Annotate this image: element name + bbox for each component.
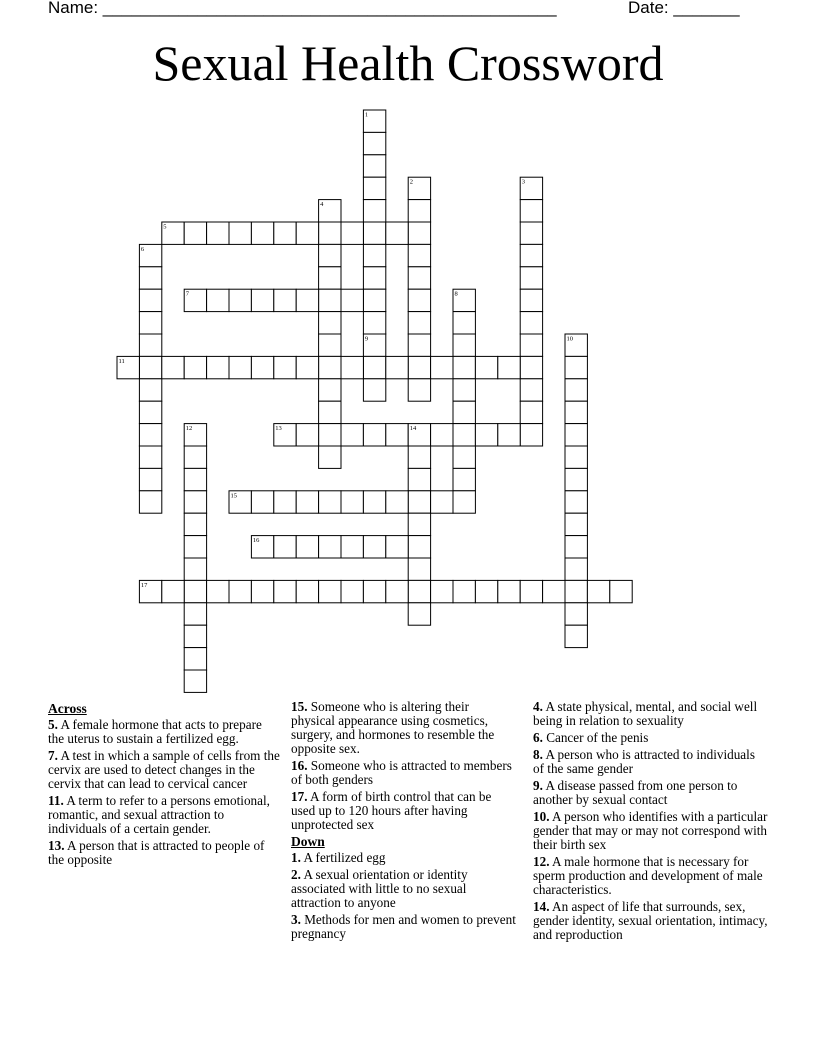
grid-cell[interactable] — [520, 401, 542, 423]
clue-across-13: 13. A person that is attracted to people of the opposite — [48, 838, 265, 867]
grid-cell[interactable] — [184, 536, 206, 558]
clue-across-7: 7. A test in which a sample of cells from the cervix are used to detect changes in the cervix that can lead to cervical cancer — [48, 748, 280, 791]
grid-cell[interactable] — [363, 177, 385, 199]
clue-number-5: 5 — [163, 223, 167, 231]
grid-cell[interactable] — [565, 536, 587, 558]
grid-cell[interactable] — [565, 558, 587, 580]
grid-cell[interactable] — [520, 200, 542, 222]
grid-cell[interactable] — [453, 312, 475, 334]
grid-cell[interactable] — [139, 312, 161, 334]
grid-cell[interactable] — [341, 491, 363, 513]
grid-cell[interactable] — [386, 491, 408, 513]
clue-across-15: 15. Someone who is altering their physical appearance using cosmetics, surgery, and hormones to resemble the opposite sex. — [291, 699, 495, 756]
grid-cell[interactable] — [296, 424, 318, 446]
clue-down-3: 3. Methods for men and women to prevent pregnancy — [291, 912, 516, 941]
grid-cell[interactable] — [184, 670, 206, 692]
grid-cell[interactable] — [363, 356, 385, 378]
grid-cell[interactable] — [139, 446, 161, 468]
grid-cell[interactable] — [431, 356, 453, 378]
grid-cell[interactable] — [520, 356, 542, 378]
clue-down-12: 12. A male hormone that is necessary for sperm production and development of male characteristics. — [533, 854, 763, 897]
grid-cell[interactable] — [184, 446, 206, 468]
grid-cell[interactable] — [386, 580, 408, 602]
grid-cell[interactable] — [408, 491, 430, 513]
grid-cell[interactable] — [565, 625, 587, 647]
grid-cell[interactable] — [363, 536, 385, 558]
grid-cell[interactable] — [296, 289, 318, 311]
grid-cell[interactable] — [139, 424, 161, 446]
grid-cell[interactable] — [341, 580, 363, 602]
grid-cell[interactable] — [341, 289, 363, 311]
clue-down-6: 6. Cancer of the penis — [533, 730, 649, 745]
grid-cell[interactable] — [274, 491, 296, 513]
grid-cell[interactable] — [162, 356, 184, 378]
grid-cell[interactable] — [565, 580, 587, 602]
grid-cell[interactable] — [587, 580, 609, 602]
clue-number-10: 10 — [566, 335, 573, 343]
grid-cell[interactable] — [520, 244, 542, 266]
grid-cell[interactable] — [408, 222, 430, 244]
grid-cell[interactable] — [184, 513, 206, 535]
grid-cell[interactable] — [408, 356, 430, 378]
grid-cell[interactable] — [475, 424, 497, 446]
clue-number-8: 8 — [454, 290, 458, 298]
grid-cell[interactable] — [520, 580, 542, 602]
down-heading: Down — [291, 834, 325, 849]
grid-cell[interactable] — [251, 580, 273, 602]
grid-cell[interactable] — [296, 222, 318, 244]
grid-cell[interactable] — [431, 491, 453, 513]
grid-cell[interactable] — [498, 580, 520, 602]
clue-number-11: 11 — [118, 357, 125, 365]
clue-number-3: 3 — [521, 178, 525, 186]
grid-cell[interactable] — [341, 536, 363, 558]
grid-cell[interactable] — [363, 289, 385, 311]
grid-cell[interactable] — [408, 603, 430, 625]
grid-cell[interactable] — [207, 289, 229, 311]
grid-cell[interactable] — [363, 424, 385, 446]
grid-cell[interactable] — [319, 401, 341, 423]
grid-cell[interactable] — [363, 379, 385, 401]
grid-cell[interactable] — [319, 334, 341, 356]
grid-cell[interactable] — [229, 580, 251, 602]
date-label: Date: _______ — [628, 0, 740, 17]
clue-column-2 — [291, 700, 516, 944]
grid-cell[interactable] — [139, 334, 161, 356]
grid-cell[interactable] — [453, 379, 475, 401]
grid-cell[interactable] — [431, 424, 453, 446]
grid-cell[interactable] — [207, 580, 229, 602]
clue-number-7: 7 — [185, 290, 189, 298]
grid-cell[interactable] — [453, 491, 475, 513]
clue-number-17: 17 — [140, 581, 148, 589]
grid-cell[interactable] — [408, 536, 430, 558]
grid-cell[interactable] — [363, 244, 385, 266]
grid-cell[interactable] — [565, 491, 587, 513]
clue-number-14: 14 — [409, 425, 417, 433]
grid-cell[interactable] — [520, 267, 542, 289]
clue-down-4: 4. A state physical, mental, and social well being in relation to sexuality — [533, 699, 758, 728]
grid-cell[interactable] — [319, 446, 341, 468]
grid-cell[interactable] — [319, 244, 341, 266]
grid-cell[interactable] — [139, 356, 161, 378]
grid-cell[interactable] — [296, 491, 318, 513]
grid-cell[interactable] — [139, 289, 161, 311]
grid-cell[interactable] — [319, 379, 341, 401]
grid-cell[interactable] — [363, 222, 385, 244]
grid-cell[interactable] — [139, 401, 161, 423]
grid-cell[interactable] — [565, 446, 587, 468]
grid-cell[interactable] — [565, 379, 587, 401]
clue-column-1 — [48, 700, 280, 870]
grid-cell[interactable] — [363, 132, 385, 154]
grid-cell[interactable] — [139, 468, 161, 490]
grid-cell[interactable] — [319, 424, 341, 446]
grid-cell[interactable] — [453, 424, 475, 446]
grid-cell[interactable] — [453, 468, 475, 490]
clue-down-8: 8. A person who is attracted to individuals of the same gender — [533, 747, 755, 776]
grid-cell[interactable] — [386, 536, 408, 558]
clue-number-15: 15 — [230, 492, 237, 500]
clue-number-16: 16 — [252, 537, 260, 545]
grid-cell[interactable] — [251, 222, 273, 244]
clue-number-2: 2 — [409, 178, 413, 186]
grid-cell[interactable] — [565, 401, 587, 423]
grid-cell[interactable] — [319, 267, 341, 289]
grid-cell[interactable] — [162, 580, 184, 602]
clue-across-5: 5. A female hormone that acts to prepare the uterus to sustain a fertilized egg. — [48, 717, 262, 746]
grid-cell[interactable] — [207, 356, 229, 378]
grid-cell[interactable] — [184, 648, 206, 670]
grid-cell[interactable] — [319, 491, 341, 513]
grid-cell[interactable] — [184, 491, 206, 513]
grid-cell[interactable] — [408, 558, 430, 580]
page-title: Sexual Health Crossword — [152, 35, 664, 91]
clue-number-9: 9 — [364, 335, 369, 343]
grid-cell[interactable] — [565, 424, 587, 446]
grid-cell[interactable] — [139, 379, 161, 401]
clue-number-12: 12 — [185, 425, 193, 433]
grid-cell[interactable] — [319, 580, 341, 602]
grid-cell[interactable] — [363, 155, 385, 177]
grid-cell[interactable] — [408, 580, 430, 602]
grid-cell[interactable] — [408, 289, 430, 311]
grid-cell[interactable] — [520, 424, 542, 446]
grid-cell[interactable] — [341, 424, 363, 446]
grid-cell[interactable] — [229, 222, 251, 244]
grid-cell[interactable] — [139, 491, 161, 513]
clue-number-1: 1 — [364, 111, 369, 119]
clue-column-3 — [533, 700, 768, 945]
grid-cell[interactable] — [341, 222, 363, 244]
grid-cell[interactable] — [520, 222, 542, 244]
grid-cell[interactable] — [431, 580, 453, 602]
grid-cell[interactable] — [229, 356, 251, 378]
grid-cell[interactable] — [363, 580, 385, 602]
grid-cell[interactable] — [184, 468, 206, 490]
grid-cell[interactable] — [565, 513, 587, 535]
grid-cell[interactable] — [296, 580, 318, 602]
name-label: Name: ________________________________________________ — [48, 0, 557, 17]
grid-cell[interactable] — [453, 334, 475, 356]
grid-cell[interactable] — [386, 222, 408, 244]
grid-cell[interactable] — [498, 424, 520, 446]
grid-cell[interactable] — [274, 222, 296, 244]
grid-cell[interactable] — [453, 446, 475, 468]
clue-down-9: 9. A disease passed from one person to another by sexual contact — [533, 778, 738, 807]
grid-cell[interactable] — [184, 558, 206, 580]
grid-cell[interactable] — [296, 356, 318, 378]
grid-cell[interactable] — [565, 468, 587, 490]
grid-cell[interactable] — [408, 446, 430, 468]
grid-cell[interactable] — [453, 401, 475, 423]
clue-down-14: 14. An aspect of life that surrounds, sex, gender identity, sexual orientation, intimacy, and reproduction — [533, 899, 768, 942]
grid-cell[interactable] — [520, 379, 542, 401]
grid-cell[interactable] — [184, 222, 206, 244]
grid-cell[interactable] — [363, 312, 385, 334]
clue-down-2: 2. A sexual orientation or identity associated with little to no sexual attraction to anyone — [291, 867, 468, 910]
grid-cell[interactable] — [363, 491, 385, 513]
grid-cell[interactable] — [386, 424, 408, 446]
clue-down-1: 1. A fertilized egg — [291, 850, 386, 865]
grid-cell[interactable] — [207, 222, 229, 244]
grid-cell[interactable] — [565, 356, 587, 378]
grid-cell[interactable] — [408, 334, 430, 356]
grid-cell[interactable] — [498, 356, 520, 378]
grid-cell[interactable] — [408, 267, 430, 289]
grid-cell[interactable] — [408, 468, 430, 490]
across-heading: Across — [48, 701, 87, 716]
grid-cell[interactable] — [274, 580, 296, 602]
grid-cell[interactable] — [408, 513, 430, 535]
grid-cell[interactable] — [408, 200, 430, 222]
grid-cell[interactable] — [139, 267, 161, 289]
grid-cell[interactable] — [453, 356, 475, 378]
clue-number-13: 13 — [275, 425, 282, 433]
clue-number-6: 6 — [140, 245, 145, 253]
grid-cell[interactable] — [408, 244, 430, 266]
grid-cell[interactable] — [408, 379, 430, 401]
grid-cell[interactable] — [251, 491, 273, 513]
grid-cell[interactable] — [453, 580, 475, 602]
grid-cell[interactable] — [296, 536, 318, 558]
grid-cell[interactable] — [363, 267, 385, 289]
grid-cell[interactable] — [274, 289, 296, 311]
grid-cell[interactable] — [565, 603, 587, 625]
grid-cell[interactable] — [229, 289, 251, 311]
grid-cell[interactable] — [184, 603, 206, 625]
grid-cell[interactable] — [251, 289, 273, 311]
grid-cell[interactable] — [274, 536, 296, 558]
grid-cell[interactable] — [610, 580, 632, 602]
grid-cell[interactable] — [520, 312, 542, 334]
grid-cell[interactable] — [543, 580, 565, 602]
clue-number-4: 4 — [320, 201, 324, 209]
grid-cell[interactable] — [251, 356, 273, 378]
grid-cell[interactable] — [475, 580, 497, 602]
clue-across-11: 11. A term to refer to a persons emotional, romantic, and sexual attraction to individuals of a certain gender. — [48, 793, 270, 836]
grid-cell[interactable] — [184, 580, 206, 602]
grid-cell[interactable] — [319, 536, 341, 558]
grid-cell[interactable] — [386, 356, 408, 378]
grid-cell[interactable] — [184, 356, 206, 378]
grid-cell[interactable] — [319, 312, 341, 334]
grid-cell[interactable] — [475, 356, 497, 378]
grid-cell[interactable] — [408, 312, 430, 334]
grid-cell[interactable] — [363, 200, 385, 222]
grid-cell[interactable] — [319, 289, 341, 311]
grid-cell[interactable] — [319, 222, 341, 244]
grid-cell[interactable] — [520, 289, 542, 311]
grid-cell[interactable] — [520, 334, 542, 356]
clue-across-16: 16. Someone who is attracted to members of both genders — [291, 758, 512, 787]
clue-across-17: 17. A form of birth control that can be used up to 120 hours after having unprotected sex — [291, 789, 492, 832]
grid-cell[interactable] — [184, 625, 206, 647]
grid-cell[interactable] — [319, 356, 341, 378]
clue-down-10: 10. A person who identifies with a particular gender that may or may not correspond with their birth sex — [533, 809, 768, 852]
grid-cell[interactable] — [341, 356, 363, 378]
grid-cell[interactable] — [274, 356, 296, 378]
